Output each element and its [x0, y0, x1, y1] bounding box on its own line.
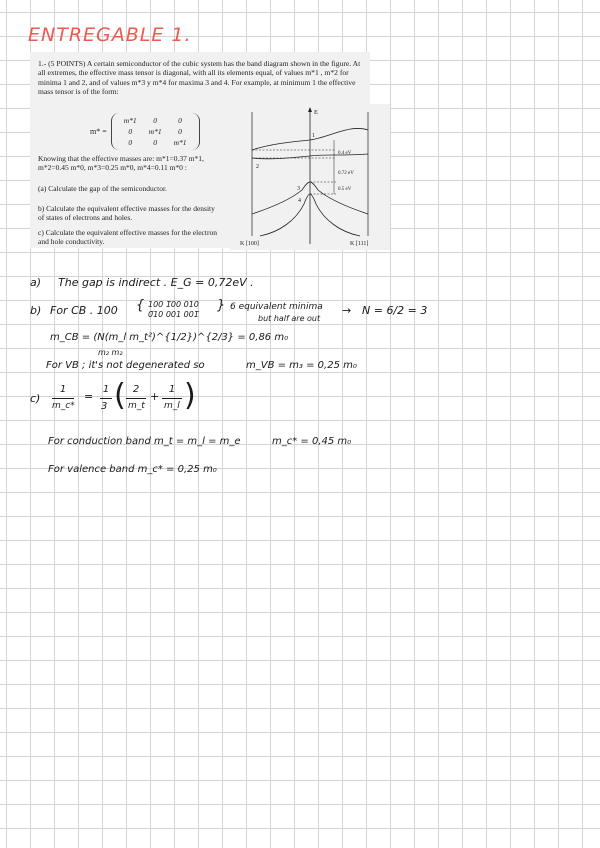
answer-a-text: The gap is indirect . E_G = 0,72eV .: [58, 276, 254, 289]
valley-count: N = 6/2 = 3: [362, 304, 428, 317]
energy-label: E: [314, 109, 318, 116]
answer-b-for: For CB . 100: [50, 304, 118, 317]
matrix-cell: 0: [153, 138, 157, 147]
brace-open: {: [136, 298, 145, 313]
matrix-cell: 0: [128, 127, 133, 136]
c-t-den: m_t: [128, 401, 145, 411]
conduction-band-note: For conduction band m_t = m_l = m_e: [48, 436, 241, 447]
answer-b-label: b): [30, 304, 42, 317]
matrix-cell: 0: [178, 127, 182, 136]
c-t-num: 2: [132, 384, 140, 395]
vb-comment: For VB ; it's not degenerated so: [46, 360, 205, 371]
question-a: (a) Calculate the gap of the semiconductor.: [38, 184, 167, 193]
question-b: b) Calculate the equivalent effective masses for the density of states of electrons and holes.: [38, 204, 215, 222]
matrix-cell: 0: [178, 116, 182, 125]
matrix-lhs: m* =: [90, 127, 107, 136]
page-title: ENTREGABLE 1.: [28, 24, 192, 46]
energy-0-4: 0.4 eV: [338, 151, 352, 156]
c-l-den: m_l: [164, 401, 180, 411]
brace-close: }: [217, 298, 226, 313]
energy-0-72: 0.72 eV: [338, 171, 354, 176]
directions-set-2: 0̄10 001 001̄: [148, 310, 199, 319]
c-l-bar: [162, 398, 182, 399]
half-out-note: but half are out: [258, 314, 321, 323]
band-label-3: 3: [297, 186, 300, 192]
k-left-label: K [100]: [240, 241, 259, 247]
equivalent-minima-note: 6 equivalent minima: [230, 302, 323, 312]
c-third-den: 3: [101, 401, 108, 412]
energy-0-5: 0.5 eV: [338, 187, 352, 192]
valence-band-note: For valence band m_c* = 0,25 m₀: [48, 464, 217, 475]
c-equals: =: [84, 390, 94, 403]
c-lhs-num: 1: [59, 384, 67, 395]
matrix-cell: 0: [128, 138, 133, 147]
mass-tensor-matrix: [111, 113, 200, 150]
c-plus: +: [150, 390, 160, 403]
c-third-bar: [100, 398, 112, 399]
matrix-cell: 0: [153, 116, 157, 125]
k-right-label: K [111]: [350, 241, 369, 247]
cb-mass-subscripts: m₂ m₂: [98, 348, 123, 357]
band-label-1: 1: [312, 133, 315, 139]
known-masses: Knowing that the effective masses are: m*1=0.37 m*1, m*2=0.45 m*0, m*3=0.25 m*0, m*4=0.11 m*0 :: [38, 154, 204, 172]
c-third-num: 1: [102, 384, 110, 395]
c-lhs-den: m_c*: [52, 401, 75, 411]
cb-mass-formula: m_CB = (N(m_l m_t²)^{1/2})^{2/3} = 0,86 m₀: [50, 332, 289, 343]
answer-c-label: c): [30, 392, 41, 405]
matrix-cell: m*1: [173, 138, 187, 147]
arrow: →: [342, 304, 352, 317]
paren-open: (: [114, 378, 126, 413]
matrix-cell: m*1: [123, 116, 137, 125]
c-l-num: 1: [168, 384, 176, 395]
directions-set-1: 100 1̄00 010: [148, 300, 199, 309]
conduction-mass-result: m_c* = 0,45 m₀: [272, 436, 352, 447]
paren-close: ): [184, 378, 196, 413]
vb-mass: m_VB = m₃ = 0,25 m₀: [246, 360, 357, 371]
c-t-bar: [126, 398, 146, 399]
matrix-cell: m*1: [148, 127, 162, 136]
mass-tensor-equation: [90, 113, 200, 150]
band-label-4: 4: [298, 198, 301, 204]
answer-a-label: a): [30, 276, 42, 289]
band-label-2: 2: [256, 164, 259, 170]
problem-statement: 1.- (5 POINTS) A certain semiconductor of the cubic system has the band diagram shown in the figure. At all extremes, the effective mass tensor is diagonal, with all its elements equal, of values m*1 , m*2 for minima 1 and 2, and of values m*3 y m*4 for maxima 3 and 4. For example, at minimum 1 the effective mass tensor is of the form:: [38, 59, 361, 97]
question-c: c) Calculate the equivalent effective masses for the electron and hole conductivity.: [38, 228, 217, 246]
c-lhs-bar: [52, 398, 74, 399]
band-diagram: [230, 104, 390, 250]
